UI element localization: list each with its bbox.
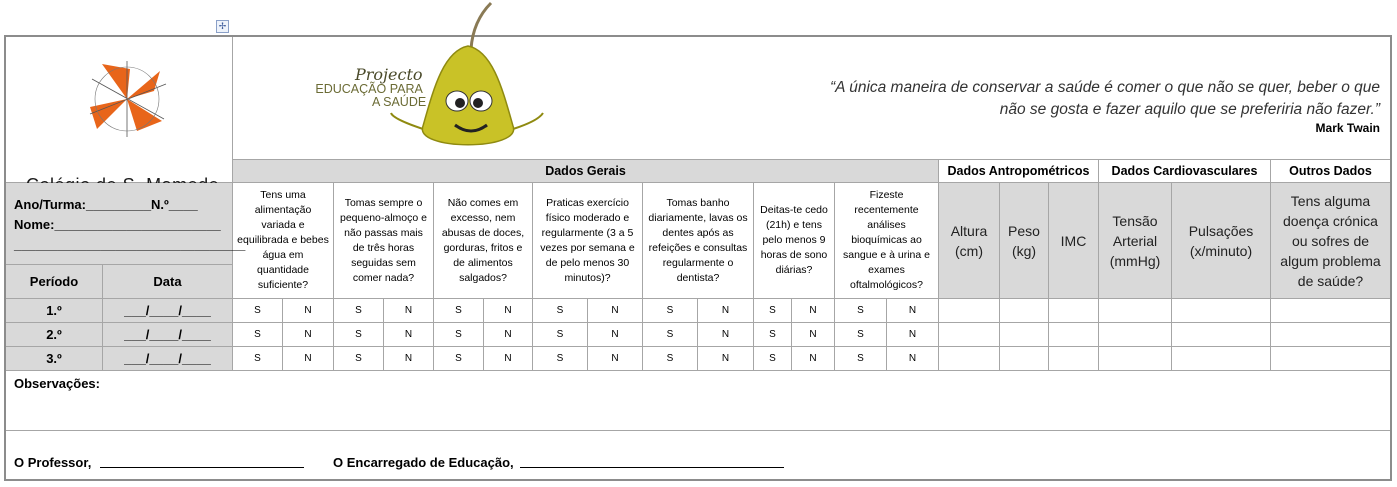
encarregado-signature-line[interactable] xyxy=(520,467,784,468)
answer-yes[interactable]: S xyxy=(835,347,887,371)
answer-no[interactable]: N xyxy=(698,323,754,347)
answer-yes[interactable]: S xyxy=(233,347,283,371)
period-label: 3.º xyxy=(6,347,103,371)
project-line-2: A SAÚDE xyxy=(372,95,427,109)
answer-no[interactable]: N xyxy=(588,299,643,323)
answer-yes[interactable]: S xyxy=(643,299,698,323)
answer-yes[interactable]: S xyxy=(233,323,283,347)
measure-input[interactable] xyxy=(1000,323,1049,347)
measure-input[interactable] xyxy=(1099,347,1172,371)
question-7: Fizeste recentemente análises bioquímicas ao sangue e à urina e exames oftalmológicos? xyxy=(835,183,939,299)
question-5: Tomas banho diariamente, lavas os dentes após as refeições e consultas regularmente o dentista? xyxy=(643,183,754,299)
period-date[interactable]: ___/____/____ xyxy=(103,347,233,371)
logo-cell xyxy=(6,37,233,183)
measure-input[interactable] xyxy=(1099,299,1172,323)
answer-no[interactable]: N xyxy=(283,347,334,371)
answer-yes[interactable]: S xyxy=(533,299,588,323)
answer-no[interactable]: N xyxy=(384,323,434,347)
answer-yes[interactable]: S xyxy=(835,323,887,347)
answer-yes[interactable]: S xyxy=(533,323,588,347)
measure-input[interactable] xyxy=(1049,299,1099,323)
school-logo-icon xyxy=(82,59,172,139)
col-imc: IMC xyxy=(1049,183,1099,299)
measure-input[interactable] xyxy=(1172,299,1271,323)
group-dados-gerais: Dados Gerais xyxy=(233,159,939,183)
answer-no[interactable]: N xyxy=(792,323,835,347)
answer-yes[interactable]: S xyxy=(643,347,698,371)
ano-turma-field[interactable]: Ano/Turma:_________N.º____ xyxy=(14,197,198,212)
period-label: 2.º xyxy=(6,323,103,347)
nome-field[interactable]: Nome:_______________________ xyxy=(14,217,221,232)
answer-no[interactable]: N xyxy=(887,299,939,323)
answer-no[interactable]: N xyxy=(588,347,643,371)
measure-input[interactable] xyxy=(1000,347,1049,371)
period-label: 1.º xyxy=(6,299,103,323)
question-1: Tens uma alimentação variada e equilibrada e bebes água em quantidade suficiente? xyxy=(233,183,334,299)
question-4: Praticas exercício físico moderado e regularmente (3 a 5 vezes por semana e de pelo menos 30 minutos)? xyxy=(533,183,643,299)
answer-no[interactable]: N xyxy=(887,347,939,371)
answer-yes[interactable]: S xyxy=(754,347,792,371)
answer-yes[interactable]: S xyxy=(643,323,698,347)
answer-no[interactable]: N xyxy=(484,323,533,347)
answer-yes[interactable]: S xyxy=(754,299,792,323)
group-outros: Outros Dados xyxy=(1271,159,1390,183)
measure-input[interactable] xyxy=(1271,299,1390,323)
question-2: Tomas sempre o pequeno-almoço e não passas mais de três horas seguidas sem comer nada? xyxy=(334,183,434,299)
answer-yes[interactable]: S xyxy=(754,323,792,347)
answer-no[interactable]: N xyxy=(484,347,533,371)
answer-yes[interactable]: S xyxy=(835,299,887,323)
answer-no[interactable]: N xyxy=(588,323,643,347)
measure-input[interactable] xyxy=(1172,323,1271,347)
measure-input[interactable] xyxy=(1049,347,1099,371)
col-doenca: Tens alguma doença crónica ou sofres de algum problema de saúde? xyxy=(1271,183,1390,299)
measure-input[interactable] xyxy=(939,323,1000,347)
answer-no[interactable]: N xyxy=(283,299,334,323)
answer-no[interactable]: N xyxy=(283,323,334,347)
professor-signature-line[interactable] xyxy=(100,467,304,468)
col-pulsacoes: Pulsações (x/minuto) xyxy=(1172,183,1271,299)
banner xyxy=(233,37,1390,159)
answer-no[interactable]: N xyxy=(887,323,939,347)
project-word: Projecto xyxy=(355,65,423,84)
table-move-handle[interactable]: ✢ xyxy=(216,20,229,33)
form-frame xyxy=(4,35,1392,481)
period-date[interactable]: ___/____/____ xyxy=(103,323,233,347)
measure-input[interactable] xyxy=(939,347,1000,371)
project-line-1: EDUCAÇÃO PARA xyxy=(315,82,423,96)
answer-yes[interactable]: S xyxy=(434,347,484,371)
measure-input[interactable] xyxy=(1271,323,1390,347)
measure-input[interactable] xyxy=(1172,347,1271,371)
answer-yes[interactable]: S xyxy=(334,299,384,323)
quote-author: Mark Twain xyxy=(1315,121,1380,135)
col-tensao: Tensão Arterial (mmHg) xyxy=(1099,183,1172,299)
group-antropometricos: Dados Antropométricos xyxy=(939,159,1099,183)
answer-yes[interactable]: S xyxy=(533,347,588,371)
measure-input[interactable] xyxy=(1000,299,1049,323)
observacoes-area[interactable] xyxy=(6,371,1390,431)
answer-yes[interactable]: S xyxy=(434,299,484,323)
group-cardiovasculares: Dados Cardiovasculares xyxy=(1099,159,1271,183)
answer-no[interactable]: N xyxy=(384,347,434,371)
nome-extra-line[interactable]: ________________________________ xyxy=(14,237,246,252)
answer-no[interactable]: N xyxy=(698,347,754,371)
answer-no[interactable]: N xyxy=(792,347,835,371)
quote-text: “A única maneira de conservar a saúde é comer o que não se quer, beber o que não se gosta e fazer aquilo que se preferiria não fazer.” xyxy=(829,79,1380,118)
question-6: Deitas-te cedo (21h) e tens pelo menos 9 horas de sono diárias? xyxy=(754,183,835,299)
answer-no[interactable]: N xyxy=(384,299,434,323)
measure-input[interactable] xyxy=(1049,323,1099,347)
col-periodo: Período xyxy=(6,265,103,299)
answer-yes[interactable]: S xyxy=(334,323,384,347)
answer-no[interactable]: N xyxy=(698,299,754,323)
professor-label: O Professor, xyxy=(14,455,92,470)
measure-input[interactable] xyxy=(1099,323,1172,347)
project-title xyxy=(312,83,426,109)
period-date[interactable]: ___/____/____ xyxy=(103,299,233,323)
question-3: Não comes em excesso, nem abusas de doces, gorduras, fritos e de alimentos salgados? xyxy=(434,183,533,299)
answer-yes[interactable]: S xyxy=(334,347,384,371)
observacoes-label: Observações: xyxy=(14,376,100,391)
measure-input[interactable] xyxy=(939,299,1000,323)
col-peso: Peso (kg) xyxy=(1000,183,1049,299)
col-data: Data xyxy=(103,265,233,299)
measure-input[interactable] xyxy=(1271,347,1390,371)
student-info xyxy=(6,183,246,265)
col-altura: Altura (cm) xyxy=(939,183,1000,299)
answer-no[interactable]: N xyxy=(484,299,533,323)
encarregado-label: O Encarregado de Educação, xyxy=(333,455,514,470)
answer-yes[interactable]: S xyxy=(233,299,283,323)
answer-no[interactable]: N xyxy=(792,299,835,323)
answer-yes[interactable]: S xyxy=(434,323,484,347)
